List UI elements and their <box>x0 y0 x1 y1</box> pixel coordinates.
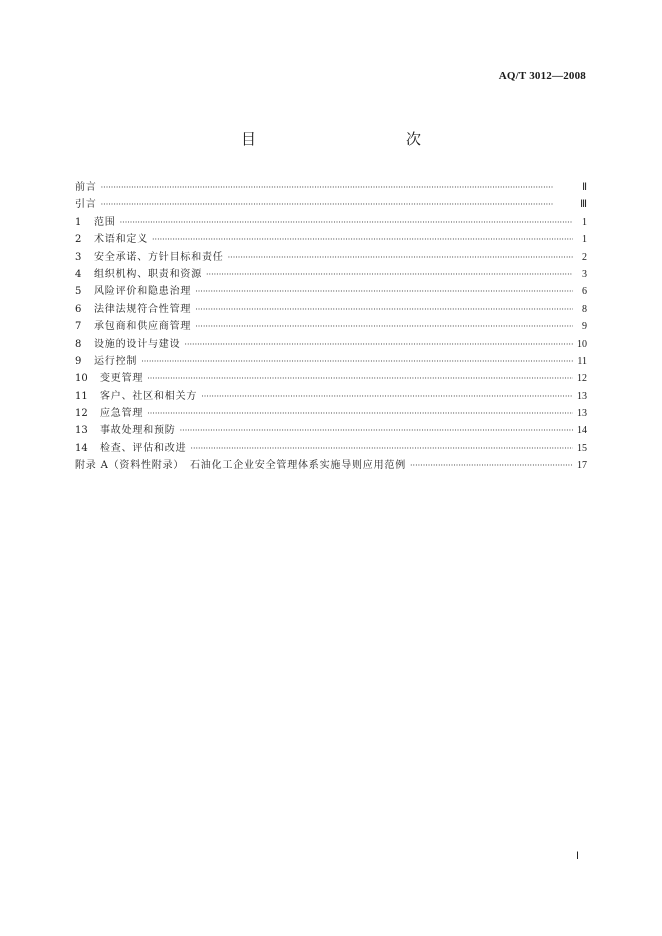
toc-entry-page: 10 <box>577 338 587 350</box>
table-of-contents <box>75 179 587 475</box>
dot-leader <box>101 196 573 213</box>
toc-entry-page: 2 <box>582 251 587 263</box>
toc-entry-appendix-a[interactable] <box>75 457 587 474</box>
toc-entry-page: 8 <box>582 303 587 315</box>
toc-entry-label: 变更管理 <box>100 373 144 385</box>
toc-entry-label: 客户、社区和相关方 <box>100 390 198 402</box>
toc-entry-label: 术语和定义 <box>94 234 148 246</box>
toc-entry-label: 引言 <box>75 199 97 211</box>
toc-entry-page: 6 <box>582 286 587 298</box>
dot-leader <box>147 405 573 422</box>
toc-entry-page: Ⅱ <box>582 182 587 193</box>
toc-entry-9[interactable] <box>75 353 587 370</box>
toc-entry-page: 13 <box>577 390 587 402</box>
toc-entry-5[interactable] <box>75 283 587 300</box>
toc-entry-label: 组织机构、职责和资源 <box>94 268 202 280</box>
toc-entry-page: 1 <box>582 216 587 228</box>
toc-entry-label: 事故处理和预防 <box>100 425 176 437</box>
toc-entry-14[interactable] <box>75 440 587 457</box>
dot-leader <box>195 301 573 318</box>
toc-entry-label: 检查、评估和改进 <box>100 442 187 454</box>
toc-entry-label: 附录 A（资料性附录） 石油化工企业安全管理体系实施导则应用范例 <box>75 460 406 472</box>
toc-entry-number: 5 <box>75 286 82 298</box>
toc-entry-label: 前言 <box>75 182 97 193</box>
toc-entry-label: 安全承诺、方针目标和责任 <box>94 251 224 263</box>
dot-leader <box>101 179 573 196</box>
page-number: Ⅰ <box>576 851 579 862</box>
toc-entry-label: 法律法规符合性管理 <box>94 303 192 315</box>
dot-leader <box>206 266 573 283</box>
toc-entry-page: 1 <box>582 234 587 246</box>
toc-entry-number: 1 <box>75 216 82 228</box>
toc-entry-number: 12 <box>75 408 88 420</box>
toc-entry-label: 应急管理 <box>100 408 144 420</box>
toc-entry-number: 3 <box>75 251 82 263</box>
toc-entry-number: 7 <box>75 321 82 333</box>
dot-leader <box>184 336 573 353</box>
toc-entry-page: 17 <box>577 460 587 472</box>
toc-entry-page: 15 <box>577 442 587 454</box>
toc-entry-3[interactable] <box>75 249 587 266</box>
dot-leader <box>195 318 573 335</box>
toc-entry-number: 8 <box>75 338 82 350</box>
toc-entry-number: 4 <box>75 268 82 280</box>
toc-entry-number: 14 <box>75 442 88 454</box>
toc-entry-number: 6 <box>75 303 82 315</box>
dot-leader <box>190 440 573 457</box>
toc-entry-label: 风险评价和隐患治理 <box>94 286 192 298</box>
standard-code: AQ/T 3012—2008 <box>498 70 586 82</box>
dot-leader <box>120 214 573 231</box>
dot-leader <box>410 457 573 474</box>
toc-entry-introduction[interactable] <box>75 196 587 213</box>
dot-leader <box>141 353 573 370</box>
toc-entry-4[interactable] <box>75 266 587 283</box>
toc-entry-11[interactable] <box>75 388 587 405</box>
toc-entry-label: 范围 <box>94 216 116 228</box>
toc-entry-page: 14 <box>577 425 587 437</box>
toc-entry-1[interactable] <box>75 214 587 231</box>
toc-entry-page: 12 <box>577 373 587 385</box>
toc-entry-page: 13 <box>577 408 587 420</box>
toc-entry-8[interactable] <box>75 336 587 353</box>
toc-entry-foreword[interactable] <box>75 179 587 196</box>
dot-leader <box>152 231 573 248</box>
toc-entry-label: 承包商和供应商管理 <box>94 321 192 333</box>
toc-entry-label: 运行控制 <box>94 355 138 367</box>
toc-entry-page: Ⅲ <box>580 199 587 211</box>
toc-entry-number: 13 <box>75 425 88 437</box>
toc-entry-number: 11 <box>75 390 88 402</box>
toc-entry-number: 2 <box>75 234 82 246</box>
dot-leader <box>195 283 573 300</box>
toc-entry-page: 3 <box>582 268 587 280</box>
dot-leader <box>201 388 573 405</box>
toc-entry-6[interactable] <box>75 301 587 318</box>
toc-entry-page: 9 <box>582 321 587 333</box>
toc-title: 目 次 <box>240 130 461 148</box>
toc-entry-12[interactable] <box>75 405 587 422</box>
toc-entry-10[interactable] <box>75 370 587 387</box>
dot-leader <box>180 422 573 439</box>
toc-entry-label: 设施的设计与建设 <box>94 338 181 350</box>
toc-entry-number: 10 <box>75 373 88 385</box>
toc-entry-2[interactable] <box>75 231 587 248</box>
toc-entry-page: 11 <box>577 355 587 367</box>
toc-entry-13[interactable] <box>75 422 587 439</box>
toc-entry-number: 9 <box>75 355 82 367</box>
dot-leader <box>228 249 573 266</box>
toc-entry-7[interactable] <box>75 318 587 335</box>
dot-leader <box>147 370 573 387</box>
